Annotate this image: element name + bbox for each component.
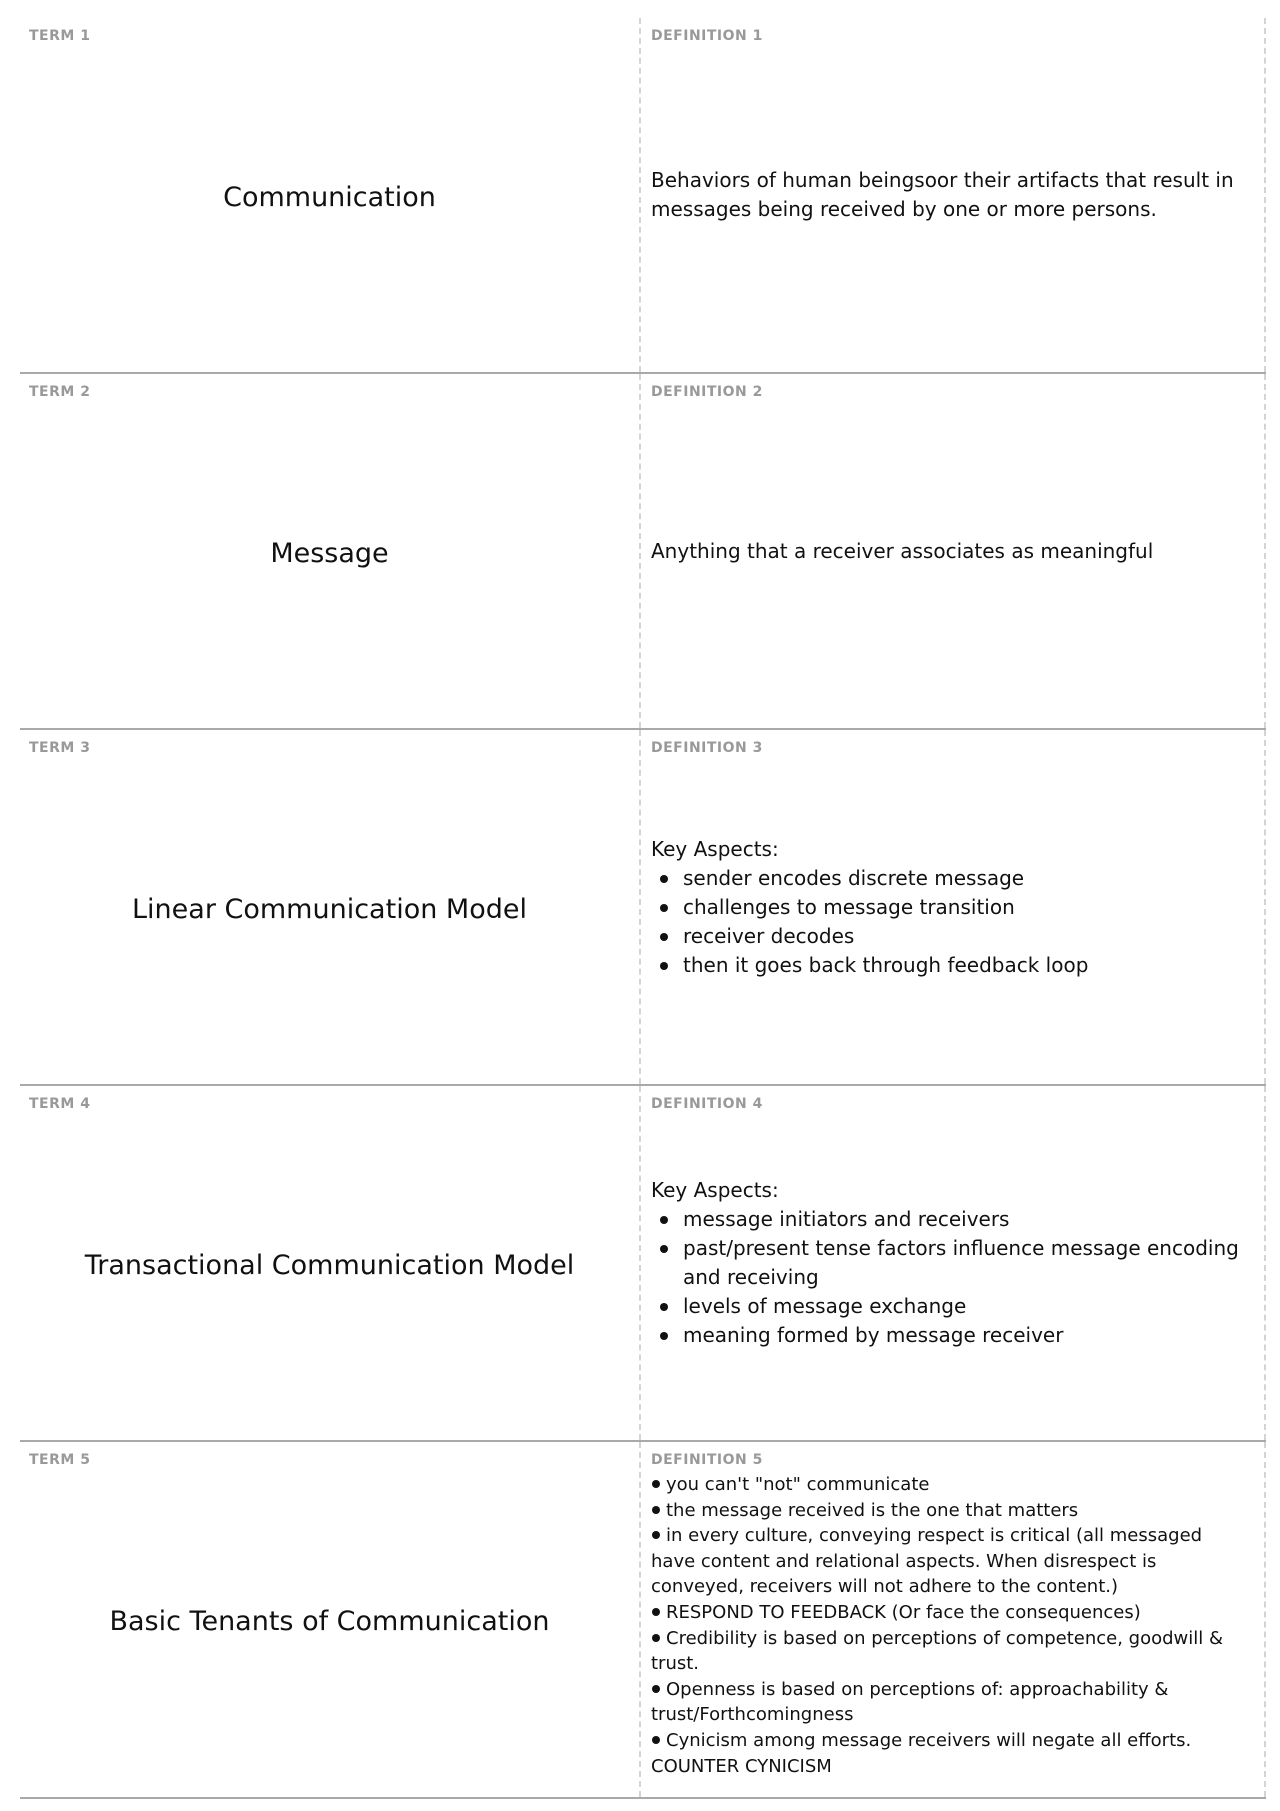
definition-point-text: in every culture, conveying respect is critical (all messaged have content and relational aspects. When disrespect is conveyed, receivers will not adhere to the content.) xyxy=(651,1525,1203,1598)
definition-cell-5 xyxy=(641,1442,1266,1797)
definition-intro-3: Key Aspects: xyxy=(651,836,779,861)
bullet-dot-icon xyxy=(652,1685,660,1693)
flashcard-row-2 xyxy=(20,374,1266,730)
term-label-3: TERM 3 xyxy=(29,740,91,756)
definition-list-3 xyxy=(651,864,1250,980)
flashcard-row-3 xyxy=(20,730,1266,1086)
term-text-3: Linear Communication Model xyxy=(132,893,527,925)
term-text-4: Transactional Communication Model xyxy=(84,1249,575,1281)
definition-label-4: DEFINITION 4 xyxy=(651,1096,763,1112)
definition-text-1: Behaviors of human beingsoor their artifacts that result in messages being received by one or more persons. xyxy=(651,168,1234,221)
flashcard-sheet xyxy=(20,18,1266,1799)
definition-point xyxy=(651,1728,1250,1779)
definition-cell-3 xyxy=(641,730,1266,1084)
definition-cell-4 xyxy=(641,1086,1266,1440)
definition-bullet: past/present tense factors influence message encoding and receiving xyxy=(651,1234,1250,1292)
bullet-dot-icon xyxy=(652,1531,660,1539)
definition-bullet: then it goes back through feedback loop xyxy=(651,951,1250,980)
definition-point xyxy=(651,1498,1250,1524)
definition-intro-4: Key Aspects: xyxy=(651,1178,779,1202)
definition-point-text: Credibility is based on perceptions of competence, goodwill & trust. xyxy=(651,1627,1224,1675)
definition-bullet: receiver decodes xyxy=(651,922,1250,951)
definition-text-2: Anything that a receiver associates as meaningful xyxy=(651,538,1154,563)
bullet-dot-icon xyxy=(652,1506,660,1514)
term-cell-5 xyxy=(20,1442,641,1797)
term-text-1: Communication xyxy=(223,181,436,213)
term-label-4: TERM 4 xyxy=(29,1096,91,1112)
flashcard-row-4 xyxy=(20,1086,1266,1442)
definition-bullet: message initiators and receivers xyxy=(651,1205,1250,1234)
flashcard-row-5 xyxy=(20,1442,1266,1799)
bullet-dot-icon xyxy=(652,1480,660,1488)
definition-body-3 xyxy=(651,730,1250,1084)
definition-bullet: challenges to message transition xyxy=(651,893,1250,922)
flashcard-row-1 xyxy=(20,18,1266,374)
definition-body-1 xyxy=(651,18,1250,372)
definition-body-5 xyxy=(651,1472,1250,1797)
definition-cell-1 xyxy=(641,18,1266,372)
definition-point xyxy=(651,1472,1250,1498)
definition-point-text: the message received is the one that matters xyxy=(666,1499,1079,1521)
term-cell-4 xyxy=(20,1086,641,1440)
term-text-2: Message xyxy=(270,537,389,569)
term-label-2: TERM 2 xyxy=(29,384,91,400)
bullet-dot-icon xyxy=(652,1736,660,1744)
definition-label-1: DEFINITION 1 xyxy=(651,28,763,44)
term-cell-1 xyxy=(20,18,641,372)
definition-body-4 xyxy=(651,1086,1250,1440)
term-text-5: Basic Tenants of Communication xyxy=(109,1606,550,1637)
definition-point xyxy=(651,1677,1250,1728)
definition-point xyxy=(651,1600,1250,1626)
definition-list-4 xyxy=(651,1205,1250,1350)
definition-point xyxy=(651,1523,1250,1600)
definition-bullet: levels of message exchange xyxy=(651,1292,1250,1321)
definition-point xyxy=(651,1626,1250,1677)
definition-point-text: you can't "not" communicate xyxy=(666,1474,930,1495)
term-cell-2 xyxy=(20,374,641,728)
definition-label-5: DEFINITION 5 xyxy=(651,1452,763,1468)
definition-point-text: Cynicism among message receivers will negate all efforts. COUNTER CYNICISM xyxy=(651,1729,1192,1777)
term-label-1: TERM 1 xyxy=(29,28,91,44)
definition-body-2 xyxy=(651,374,1250,728)
definition-label-3: DEFINITION 3 xyxy=(651,740,763,756)
definition-point-text: Openness is based on perceptions of: approachability & trust/Forthcomingness xyxy=(651,1678,1169,1726)
term-label-5: TERM 5 xyxy=(29,1452,91,1468)
definition-label-2: DEFINITION 2 xyxy=(651,384,763,400)
definition-cell-2 xyxy=(641,374,1266,728)
term-cell-3 xyxy=(20,730,641,1084)
bullet-dot-icon xyxy=(652,1634,660,1642)
definition-point-text: RESPOND TO FEEDBACK (Or face the consequences) xyxy=(666,1601,1141,1623)
bullet-dot-icon xyxy=(652,1608,660,1616)
definition-bullet: meaning formed by message receiver xyxy=(651,1321,1250,1350)
definition-bullet: sender encodes discrete message xyxy=(651,864,1250,893)
